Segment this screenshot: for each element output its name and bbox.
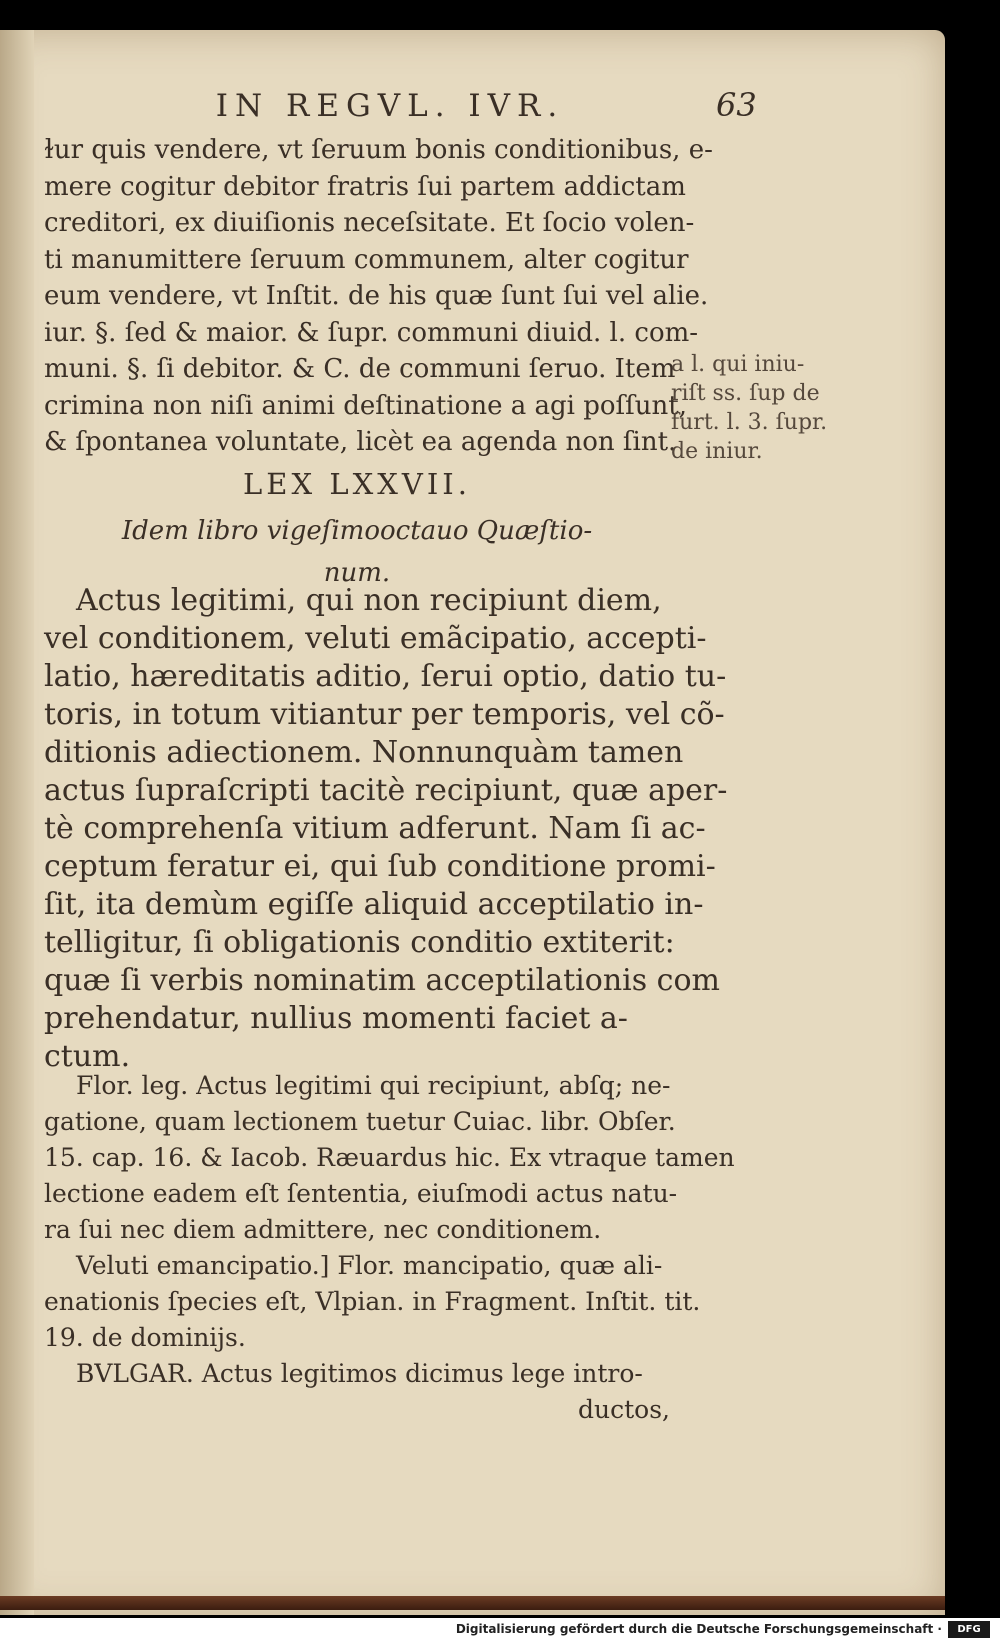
text-line: tè comprehenſa vitium adferunt. Nam ſi ac- (44, 811, 706, 846)
marginal-note (671, 350, 828, 466)
text-line: creditori, ex diuiſionis neceſsitate. Et ſocio volen- (44, 208, 695, 238)
page-binding-shadow (0, 30, 34, 1615)
text-line: 15. cap. 16. & Iacob. Ræuardus hic. Ex vtraque tamen (44, 1143, 735, 1172)
running-title: IN REGVL. IVR. (215, 88, 565, 124)
commentary-notes (44, 1068, 735, 1428)
text-line: ceptum feratur ei, qui ſub conditione promi- (44, 849, 716, 884)
text-line: BVLGAR. Actus legitimos dicimus lege intro- (76, 1359, 643, 1388)
text-line: vel conditionem, veluti emãcipatio, accepti- (44, 621, 707, 656)
text-line: ra ſui nec diem admittere, nec conditionem. (44, 1215, 602, 1244)
text-line: Veluti emancipatio.] Flor. mancipatio, quæ ali- (76, 1251, 663, 1280)
text-line: eum vendere, vt Inſtit. de his quæ ſunt ſui vel alie. (44, 281, 709, 311)
note-line: riſt ss. ſup de (671, 381, 820, 406)
text-line: actus ſupraſcripti tacitè recipiunt, quæ aper- (44, 773, 728, 808)
digitization-credit: Digitalisierung gefördert durch die Deutsche Forschungsgemeinschaft · (455, 1622, 942, 1636)
text-line: crimina non niſi animi deſtinatione a agi poſſunt, (44, 390, 687, 421)
note-line: de iniur. (671, 439, 763, 464)
text-line: quæ ſi verbis nominatim acceptilationis com (44, 963, 720, 998)
text-line: latio, hæreditatis aditio, ſerui optio, datio tu- (44, 659, 727, 694)
paragraph-continued (44, 132, 713, 461)
text-line: mere cogitur debitor fratris ſui partem addictam (44, 171, 686, 202)
text-line: muni. §. ſi debitor. & C. de communi ſeruo. Item (44, 354, 676, 384)
text-line: ɫur quis vendere, vt ſeruum bonis conditionibus, e- (44, 135, 713, 165)
text-line: telligitur, ſi obligationis conditio extiterit: (44, 925, 675, 960)
text-line: ditionis adiectionem. Nonnunquàm tamen (44, 735, 684, 770)
main-lex-text (44, 582, 728, 1076)
text-line: Flor. leg. Actus legitimi qui recipiunt, abſq; ne- (76, 1071, 671, 1100)
text-line: iur. §. ſed & maior. & ſupr. communi diuid. l. com- (44, 317, 699, 348)
note-line: furt. l. 3. ſupr. (671, 410, 828, 435)
lex-heading: LEX LXXVII. (243, 467, 471, 501)
text-line: gatione, quam lectionem tuetur Cuiac. libr. Obſer. (44, 1107, 676, 1136)
page-number: 63 (716, 86, 757, 124)
subtitle-line: Idem libro vigeſimooctauo Quæſtio- (121, 516, 593, 546)
text-line: prehendatur, nullius momenti faciet a- (44, 1001, 628, 1036)
text-line: lectione eadem eſt ſententia, eiuſmodi actus natu- (44, 1179, 678, 1208)
text-line: & ſpontanea voluntate, licèt ea agenda non ſint. (44, 427, 677, 457)
text-line: 19. de dominijs. (44, 1323, 246, 1352)
text-line: ctum. (44, 1039, 131, 1074)
dfg-logo: DFG (948, 1621, 990, 1638)
note-line: a l. qui iniu- (671, 352, 805, 377)
text-line: toris, in totum vitiantur per temporis, vel cõ- (44, 697, 725, 732)
subtitle-line: num. (323, 558, 391, 588)
text-line: ſit, ita demùm egiſſe aliquid acceptilatio in- (44, 887, 704, 922)
text-line: ductos, (578, 1395, 670, 1424)
text-line: ti manumittere ſeruum communem, alter cogitur (44, 244, 689, 275)
text-line: Actus legitimi, qui non recipiunt diem, (76, 583, 662, 618)
page-bottom-edge (0, 1596, 945, 1610)
text-line: enationis ſpecies eſt, Vlpian. in Fragment. Inſtit. tit. (44, 1287, 701, 1316)
